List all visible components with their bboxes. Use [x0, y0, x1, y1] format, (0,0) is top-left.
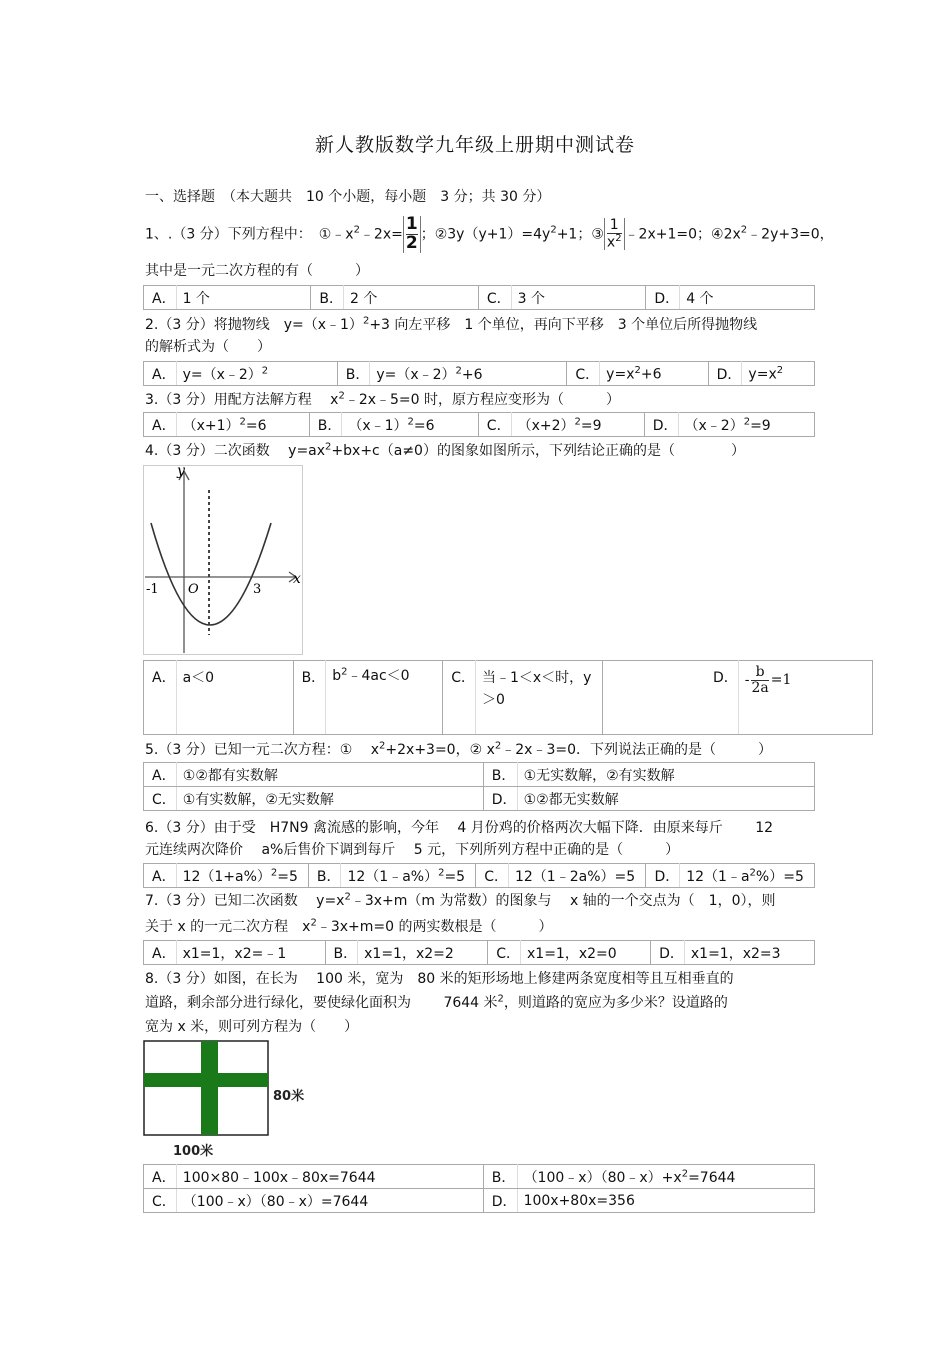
option-label: D．: [644, 413, 678, 437]
q2-option-d[interactable]: $y=x^2$: [742, 362, 815, 386]
option-label: C．: [443, 661, 476, 735]
q3-options: [143, 412, 815, 437]
height-label: 80米: [273, 1089, 305, 1104]
q1-option-c[interactable]: 3 个: [511, 286, 646, 310]
page-title: 新人教版数学九年级上册期中测试卷: [314, 134, 635, 156]
option-label: A．: [144, 864, 177, 888]
q1-option-b[interactable]: 2 个: [344, 286, 479, 310]
q5-stem: 5.（3 分）已知一元二次方程：① $x^2+2x+3=0$，② $x^2﹣2x﹣3=0$．下列说法正确的是（ ）: [145, 740, 772, 758]
q2-option-c[interactable]: $y=x^2+6$: [600, 362, 708, 386]
root-left-label: -1: [146, 582, 159, 597]
q5-option-d[interactable]: ①②都无实数解: [517, 787, 814, 811]
q4-parabola-graph: [143, 465, 303, 655]
q4-stem: 4.（3 分）二次函数 $y=ax^2+bx+c(a\ne 0)$的图象如图所示，下列结论正确的是（ ）: [145, 441, 745, 459]
option-label: C．: [478, 413, 511, 437]
q8-field-figure: [143, 1040, 309, 1160]
option-label: B．: [337, 362, 370, 386]
q4-option-d[interactable]: - $\frac{b}{2a}$ =1: [738, 661, 872, 735]
q7-option-d[interactable]: x1=1，x2=3: [684, 941, 814, 965]
q7-option-c[interactable]: x1=1，x2=0: [521, 941, 651, 965]
width-label: 100米: [173, 1144, 214, 1159]
q3-option-c[interactable]: $(x+2)^2=9$: [511, 413, 644, 437]
option-label: B．: [483, 763, 517, 787]
option-label: B．: [309, 413, 342, 437]
q8-option-a[interactable]: 100×80﹣100x﹣80x=7644: [176, 1165, 483, 1189]
q6-option-c[interactable]: 12（1﹣2a%）=5: [508, 864, 645, 888]
option-label: D．: [483, 787, 517, 811]
q3-option-d[interactable]: （x﹣2）$^2$=9: [678, 413, 815, 437]
q4-option-b[interactable]: $b^2﹣4ac<0$: [326, 661, 443, 735]
q8-stem-3: 宽为 x 米，则可列方程为（ ）: [145, 1019, 359, 1035]
q4-options: [143, 660, 873, 735]
option-label: D．: [651, 941, 685, 965]
q1-option-a[interactable]: 1 个: [176, 286, 311, 310]
q2-stem: 2.（3 分）将抛物线 y=（x﹣1）$^2$+3 向左平移 1 个单位，再向下平移 3 个单位后所得抛物线: [145, 315, 758, 333]
option-label: A．: [144, 941, 177, 965]
q7-option-b[interactable]: x1=1，x2=2: [358, 941, 488, 965]
q3-option-a[interactable]: $(x+1)^2=6$: [176, 413, 309, 437]
q6-option-b[interactable]: 12（1﹣a%）$^2$=5: [341, 864, 476, 888]
q6-option-d[interactable]: $12(1﹣a^2\%)=5$: [680, 864, 815, 888]
q1-option-d[interactable]: 4 个: [680, 286, 815, 310]
option-label: C．: [488, 941, 521, 965]
option-label: C．: [478, 286, 511, 310]
q8-option-d[interactable]: 100x+80x=356: [517, 1189, 814, 1213]
q5-option-b[interactable]: ①无实数解，②有实数解: [517, 763, 814, 787]
origin-label: O: [188, 582, 199, 597]
vertical-road: [201, 1041, 218, 1135]
section-heading: 一、选择题 （本大题共 10 个小题，每小题 3 分；共 30 分）: [145, 189, 551, 205]
q4-option-c[interactable]: 当﹣1＜x＜时，y ＞0: [475, 661, 602, 735]
option-label: D．: [602, 661, 738, 735]
option-label: B．: [293, 661, 326, 735]
q1-options: [143, 285, 815, 310]
q3-stem: 3.（3 分）用配方法解方程 $x^2﹣2x﹣5=0$ 时，原方程应变形为（ ）: [145, 390, 621, 408]
option-label: C．: [567, 362, 600, 386]
option-label: D．: [646, 286, 680, 310]
option-label: A．: [144, 661, 177, 735]
q2-stem-2: 的解析式为（ ）: [145, 339, 271, 355]
q2-options: [143, 361, 815, 386]
q5-options: [143, 762, 815, 811]
q1-stem: 1、.（3 分）下列方程中： $①﹣x^2﹣2x=$ $\frac{1}{2}$ ；$②3y(y+1)=4y^2+1$；③ $\frac{1}{x^2}$ ﹣2x+1=0；$④2x^2﹣2y+3=0$，: [145, 214, 834, 253]
option-label: A．: [144, 362, 177, 386]
q4-option-a[interactable]: a＜0: [176, 661, 293, 735]
option-label: A．: [144, 1165, 177, 1189]
q6-options: [143, 863, 815, 888]
q3-option-b[interactable]: （x﹣1）$^2$=6: [342, 413, 478, 437]
q7-stem-2: 关于 x 的一元二次方程 $x^2﹣3x+m=0$ 的两实数根是（ ）: [145, 917, 553, 935]
option-label: A．: [144, 763, 177, 787]
option-label: D．: [646, 864, 680, 888]
option-label: B．: [311, 286, 344, 310]
q5-option-a[interactable]: ①②都有实数解: [176, 763, 483, 787]
q1-stem-2: 其中是一元二次方程的有（ ）: [145, 263, 369, 279]
option-label: C．: [476, 864, 509, 888]
q8-option-c[interactable]: （100﹣x）（80﹣x）=7644: [176, 1189, 483, 1213]
q8-options: [143, 1164, 815, 1213]
q8-option-b[interactable]: $(100﹣x)(80﹣x)+x^2=7644$: [517, 1165, 814, 1189]
option-label: D．: [483, 1189, 517, 1213]
q5-option-c[interactable]: ①有实数解，②无实数解: [176, 787, 483, 811]
option-label: D．: [708, 362, 742, 386]
q6-option-a[interactable]: $12(1+a\%)^2=5$: [176, 864, 308, 888]
option-label: A．: [144, 413, 177, 437]
q6-stem: 6.（3 分）由于受 H7N9 禽流感的影响，今年 4 月份鸡的价格两次大幅下降．由原来每斤 12: [145, 820, 774, 836]
y-label: y: [177, 465, 185, 479]
q8-stem: 8.（3 分）如图，在长为 100 米，宽为 80 米的矩形场地上修建两条宽度相等且互相垂直的: [145, 971, 734, 987]
option-label: C．: [144, 787, 177, 811]
option-label: B．: [308, 864, 341, 888]
option-label: C．: [144, 1189, 177, 1213]
q7-option-a[interactable]: x1=1，x2=﹣1: [176, 941, 325, 965]
q2-option-a[interactable]: y=（x﹣2）$^2$: [176, 362, 337, 386]
option-label: B．: [483, 1165, 517, 1189]
q7-stem: 7.（3 分）已知二次函数 $y=x^2﹣3x+m(m$ 为常数）的图象与 x 轴的一个交点为（ 1，0），则: [145, 891, 776, 909]
q6-stem-2: 元连续两次降价 a%后售价下调到每斤 5 元，下列所列方程中正确的是（ ）: [145, 842, 680, 858]
root-right-label: 3: [253, 582, 262, 597]
q8-stem-2: 道路，剩余部分进行绿化，要使绿化面积为 7644 米$^2$，则道路的宽应为多少米？设道路的: [145, 993, 728, 1011]
q2-option-b[interactable]: y=（x﹣2）$^2$+6: [370, 362, 567, 386]
option-label: B．: [325, 941, 358, 965]
x-label: x: [293, 571, 301, 587]
q7-options: [143, 940, 815, 965]
option-label: A．: [144, 286, 177, 310]
